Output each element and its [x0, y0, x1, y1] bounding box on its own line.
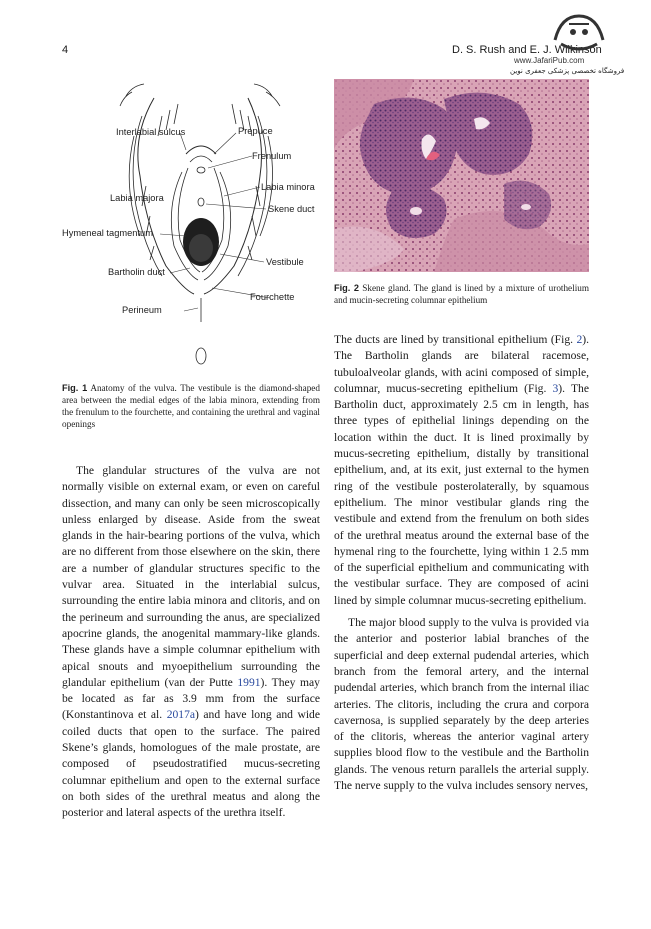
skene-gland-micrograph	[334, 79, 589, 272]
text-run: The glandular structures of the vulva are not normally visible on external exam, or even on careful dissection, and many can only be seen microscopically unless enlarged by disease. Aside from the sweat glands in the hair-bearing portions of the vulva, which are no different from those elsewhere on the skin, there are a number of glandular structures specific to the vulvar area. Situated in the interlabial sulcus, surrounding the entire labia minora and clitoris, and on the perineum and surrounding the anus, are specialized apocrine glands, the anogenital mammary-like glands. These glands have a simple columnar epithelium with apical snouts and myoepithelium surrounding the glandular epithelium (van der Putte	[62, 464, 320, 689]
figure2-caption	[334, 282, 589, 306]
figure1-label: Fig. 1	[62, 383, 88, 393]
text-run: The ducts are lined by transitional epithelium (Fig.	[334, 333, 577, 346]
vulva-anatomy-illustration	[62, 76, 322, 376]
figure2-label: Fig. 2	[334, 283, 359, 293]
figure1-caption-text: Anatomy of the vulva. The vestibule is the diamond-shaped area between the medial edges of the labia minora, extending from the frenulum to the fourchette, and containing the urethral and vaginal openings	[62, 383, 320, 429]
publisher-url: www.JafariPub.com	[514, 56, 585, 65]
figure1-caption	[62, 382, 320, 430]
right-text-column	[334, 332, 589, 794]
label-vestibule: Vestibule	[266, 257, 304, 267]
citation-link[interactable]: 1991	[237, 675, 261, 689]
paragraph	[62, 463, 320, 822]
figure2-caption-text: Skene gland. The gland is lined by a mixture of urothelium and mucin-secreting columnar epithelium	[334, 283, 589, 305]
label-bartholin-duct: Bartholin duct	[108, 267, 165, 277]
citation-link[interactable]: 2017a	[166, 708, 196, 722]
text-run: ) and have long and wide coiled ducts that open to the surface. The paired Skene’s glands, homologues of the male prostate, are composed of pseudostratified mucus-secreting columnar epithelium and open to the external surface on both sides of the urethral meatus and along the posterior and lateral aspects of the urethra itself.	[62, 708, 321, 820]
label-labia-majora: Labia majora	[110, 193, 164, 203]
paragraph	[334, 332, 589, 609]
paragraph: The major blood supply to the vulva is provided via the anterior and posterior labial branches of the superficial and deep external pudendal arteries, which branch from the femoral artery, and the internal pudendal arteries, which branch from the internal iliac arteries. The clitoris, including the crura and corpora cavernosa, is supplied separately by the deep arteries of the clitoris, whereas the anterior vaginal artery supplies blood flow to the vestibule and the Bartholin glands. The venous return parallels the arterial supply. The nerve supply to the vulva includes sensory nerves,	[334, 616, 589, 793]
text-run: ). The Bartholin duct, approximately 2.5 cm in length, has three types of epithelial linings depending on the location within the duct. It is lined proximally by mucus-secreting epithelium, distally by transitional epithelium, and, at its exit, just external to the hymen ring of the vestibule posterolaterally, by squamous epithelium. The minor vestibular glands ring the vestibule and extend from the frenulum on both sides of the urethral meatus around the external base of the hymenal ring to the fourchette, lying within 1 2.5 mm of the superficial epithelium and communicating with the vestibular surface. They are composed of acini lined by simple columnar mucus-secreting epithelium.	[334, 381, 589, 607]
label-hymeneal-tagmentum: Hymeneal tagmentum	[62, 228, 153, 238]
publisher-logo	[551, 10, 607, 61]
publisher-store-name: فروشگاه تخصصی پزشکی جعفری نوین	[510, 67, 625, 75]
text-run: ). They may be located as far as 3.9 mm from the surface (Konstantinova et al.	[62, 675, 320, 722]
label-skene-duct: Skene duct	[268, 204, 315, 214]
label-perineum: Perineum	[122, 305, 162, 315]
figure-ref-link[interactable]: 2	[576, 333, 583, 346]
label-fourchette: Fourchette	[250, 292, 295, 302]
running-head: D. S. Rush and E. J. Wilkinson	[452, 44, 602, 56]
text-run: ). The Bartholin glands are bilateral racemose, tubuloalveolar glands, with acini composed of simple, columnar, mucus-secreting epithelium (Fig.	[334, 333, 589, 395]
label-labia-minora: Labia minora	[261, 182, 315, 192]
left-text-column	[62, 463, 320, 822]
page-number: 4	[62, 44, 69, 56]
label-prepuce: Prepuce	[238, 126, 273, 136]
label-interlabial-sulcus: Interlabial sulcus	[116, 127, 186, 137]
label-frenulum: Frenulum	[252, 151, 292, 161]
figure-ref-link[interactable]: 3	[552, 381, 559, 395]
